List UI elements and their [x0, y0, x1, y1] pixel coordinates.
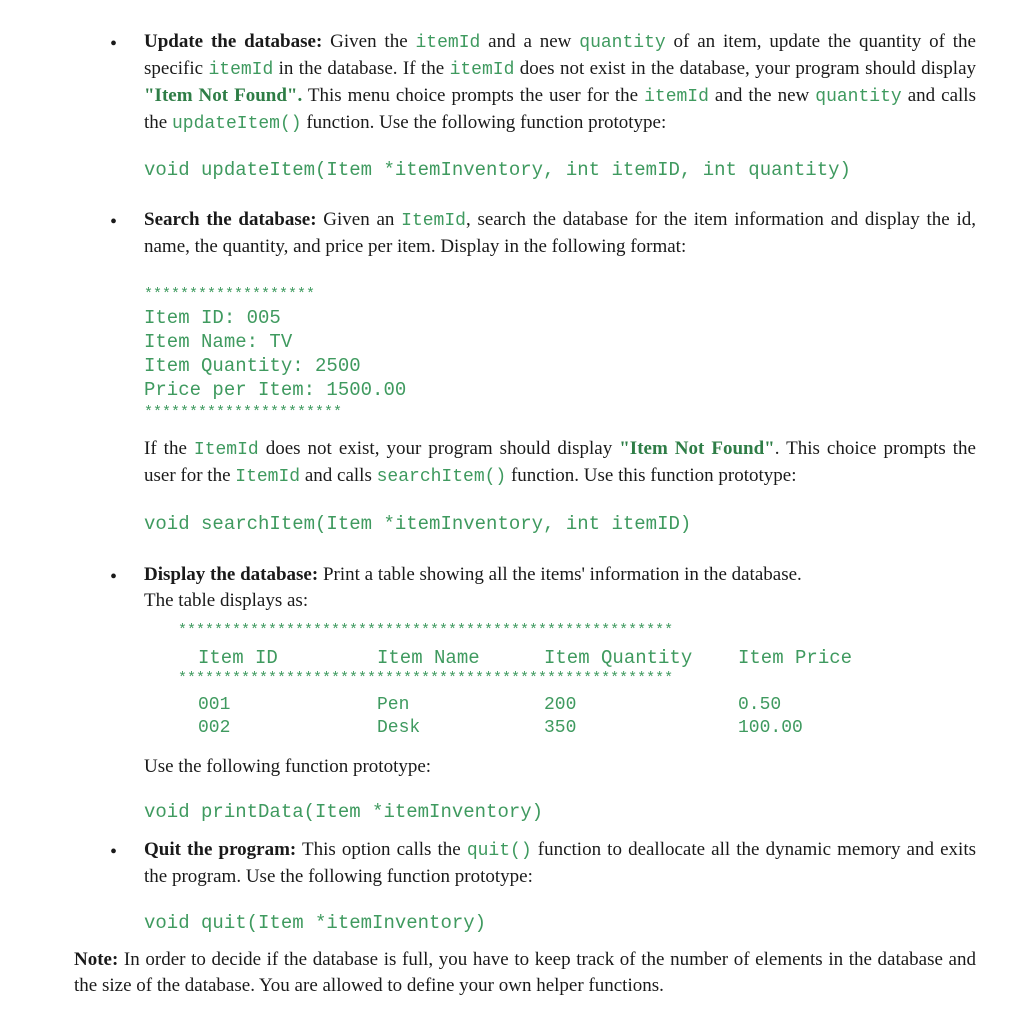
text: If the — [144, 438, 194, 459]
table-cell: 002 — [198, 718, 231, 738]
code-itemid: itemId — [449, 60, 515, 80]
note-text: In order to decide if the database is full, you have to keep track of the number of elements in the database and the size of the database. You are allowed to define your own helper functions. — [74, 949, 976, 996]
table-cell: Pen — [377, 695, 410, 715]
text: and a new — [480, 31, 580, 52]
text: This menu choice prompts the user for the — [302, 85, 645, 106]
code-itemid: ItemId — [235, 467, 301, 487]
code-itemid: itemId — [644, 87, 709, 107]
text: Print a table showing all the items' information in the database. — [318, 564, 802, 585]
text: does not exist in the database, your program should display — [514, 58, 977, 79]
code-searchitem: searchItem() — [376, 467, 507, 487]
code-itemid: itemId — [415, 33, 481, 53]
search-output-name: Item Name: TV — [144, 331, 293, 353]
text: function to deallocate all the dynamic memory and exits the program. Use the following function prototype: — [144, 839, 976, 887]
table-header-quantity: Item Quantity — [544, 647, 693, 669]
search-paragraph — [144, 207, 976, 260]
bullet-display: • — [110, 566, 118, 588]
text: and calls — [300, 465, 377, 486]
text: and calls the — [144, 85, 976, 133]
display-use-text: Use the following function prototype: — [144, 756, 432, 777]
item-not-found-text: "Item Not Found". — [144, 85, 303, 106]
table-cell: Desk — [377, 718, 421, 738]
table-stars-mid: ******************************************************* — [178, 670, 674, 687]
display-heading: Display the database: — [144, 564, 319, 585]
table-stars-top: ******************************************************* — [178, 622, 674, 639]
bullet-quit: • — [110, 841, 118, 863]
bullet-search: • — [110, 211, 118, 233]
code-quantity: quantity — [815, 87, 902, 107]
bullet-update: • — [110, 33, 118, 55]
text: does not exist, your program should display — [258, 438, 620, 459]
quit-prototype: void quit(Item *itemInventory) — [144, 912, 487, 934]
search-prototype: void searchItem(Item *itemInventory, int itemID) — [144, 513, 692, 535]
text: , search the database for the item information and display the id, name, the quantity, and price per item. Display in the following format: — [144, 209, 976, 257]
table-cell: 350 — [544, 718, 577, 738]
text: The table displays as: — [144, 590, 309, 611]
note-label: Note: — [74, 949, 119, 970]
text: in the database. If the — [273, 58, 450, 79]
text: function. Use this function prototype: — [506, 465, 797, 486]
quit-paragraph — [144, 837, 976, 890]
search-heading: Search the database: — [144, 209, 317, 230]
quit-heading: Quit the program: — [144, 839, 297, 860]
search-notfound-paragraph — [144, 436, 976, 490]
table-cell: 100.00 — [738, 718, 803, 738]
text: Given the — [322, 31, 416, 52]
table-header-price: Item Price — [738, 647, 853, 669]
search-output-quantity: Item Quantity: 2500 — [144, 355, 361, 377]
text: function. Use the following function prototype: — [301, 112, 667, 133]
text: . This choice prompts the user for the — [144, 438, 976, 486]
code-quit: quit() — [466, 841, 532, 861]
search-stars-top: ******************* — [144, 286, 316, 303]
display-paragraph — [144, 562, 976, 614]
update-paragraph — [144, 29, 976, 137]
code-itemid: ItemId — [193, 440, 259, 460]
text: Given an — [316, 209, 402, 230]
text: This option calls the — [296, 839, 467, 860]
search-output-id: Item ID: 005 — [144, 307, 281, 329]
table-cell: 0.50 — [738, 695, 782, 715]
display-prototype: void printData(Item *itemInventory) — [144, 801, 544, 823]
update-heading: Update the database: — [144, 31, 323, 52]
table-header-name: Item Name — [377, 647, 480, 669]
code-updateitem: updateItem() — [171, 114, 302, 134]
table-cell: 200 — [544, 695, 577, 715]
code-itemid: itemId — [208, 60, 274, 80]
table-cell: 001 — [198, 695, 231, 715]
search-output-price: Price per Item: 1500.00 — [144, 379, 407, 401]
code-quantity: quantity — [579, 33, 666, 53]
table-header-id: Item ID — [198, 647, 278, 669]
code-itemid: ItemId — [401, 211, 466, 231]
text: of an item, update the quantity of the specific — [144, 31, 976, 79]
note-paragraph — [74, 947, 976, 999]
search-stars-bottom: ********************** — [144, 404, 343, 421]
update-prototype: void updateItem(Item *itemInventory, int itemID, int quantity) — [144, 159, 851, 181]
item-not-found-text: "Item Not Found" — [619, 438, 775, 459]
text: and the new — [708, 85, 816, 106]
